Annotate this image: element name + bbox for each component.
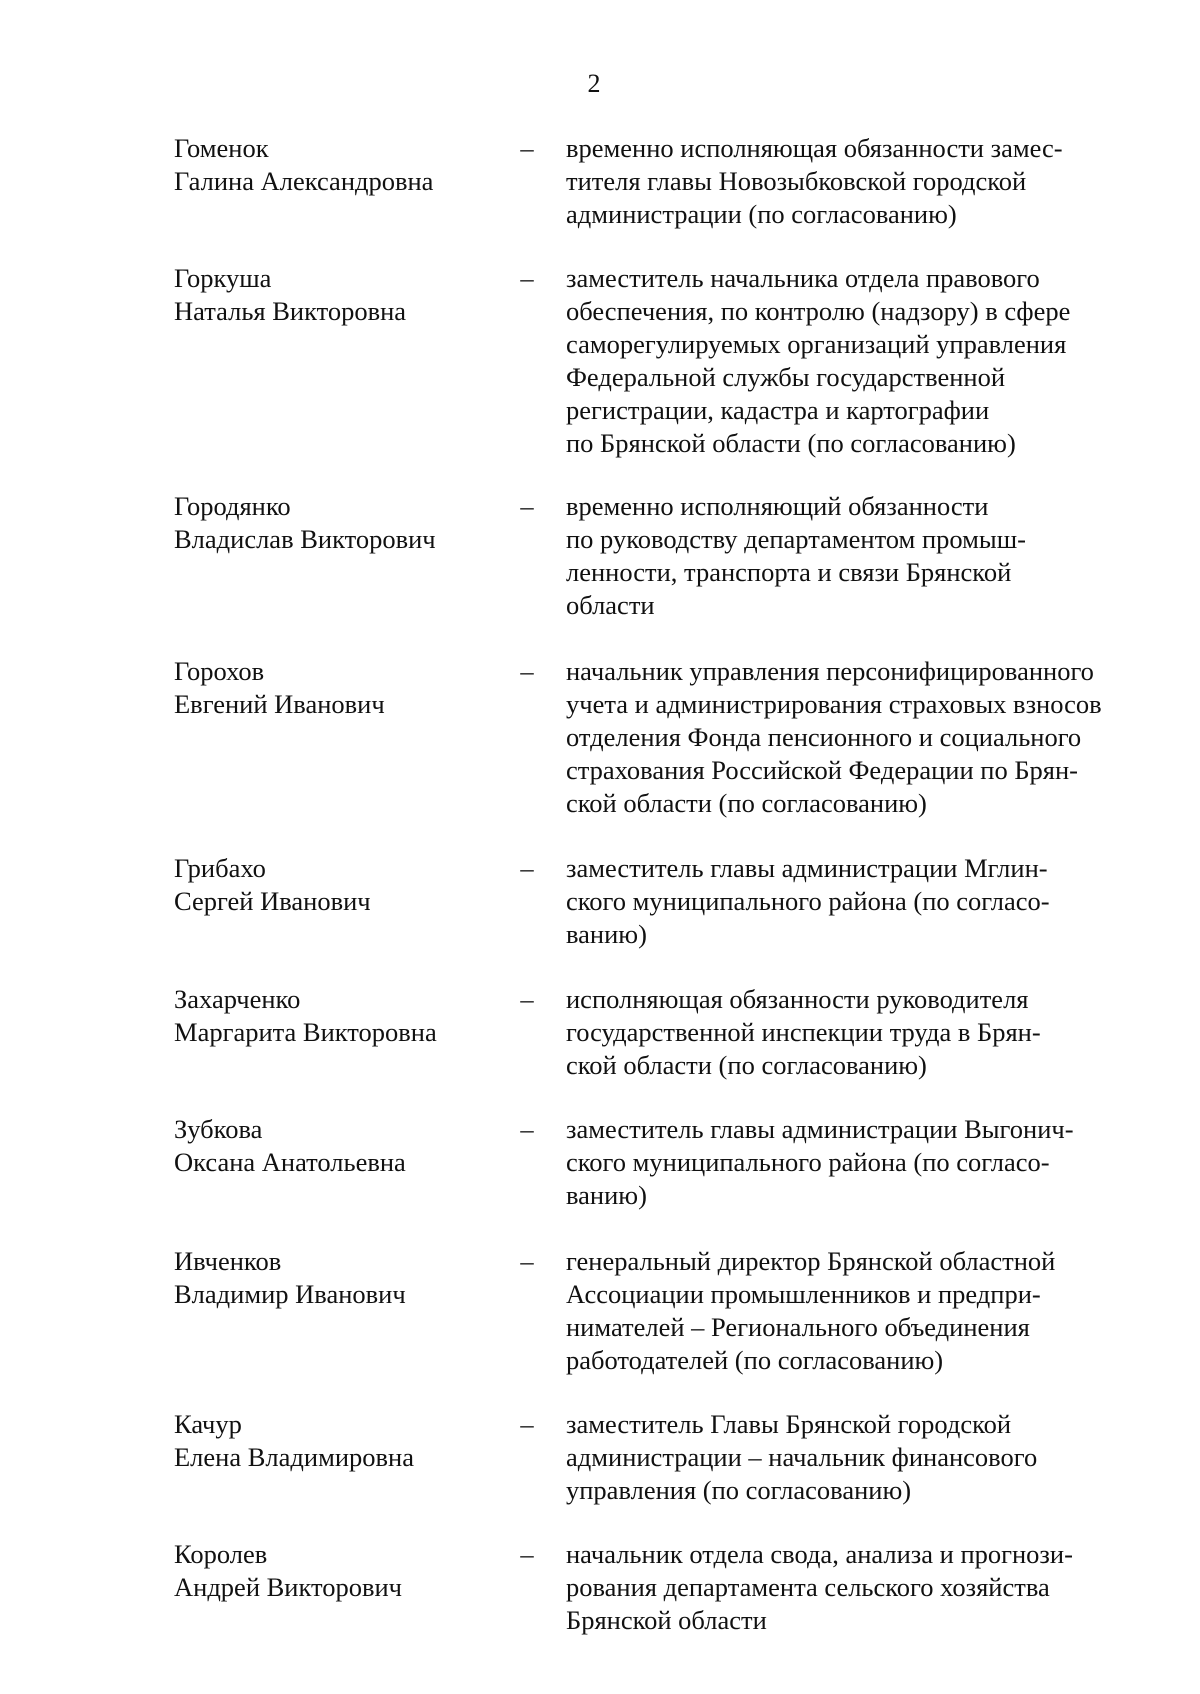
member-given-names: Владислав Викторович (174, 524, 436, 554)
position-line: начальник отдела свода, анализа и прогнози- (566, 1539, 1073, 1569)
position-line: по руководству департаментом промыш- (566, 524, 1026, 554)
member-position (566, 852, 1156, 951)
position-line: ской области (по согласованию) (566, 788, 927, 818)
member-position (566, 132, 1156, 231)
separator-dash: – (520, 1246, 534, 1276)
member-surname: Ивченков (174, 1246, 282, 1276)
member-position (566, 490, 1156, 622)
position-line: учета и администрирования страховых взносов (566, 689, 1102, 719)
position-line: ского муниципального района (по согласо- (566, 886, 1050, 916)
member-position (566, 1113, 1156, 1212)
position-line: управления (по согласованию) (566, 1475, 912, 1505)
position-line: заместитель главы администрации Мглин- (566, 853, 1048, 883)
member-position (566, 983, 1156, 1082)
member-position (566, 1245, 1156, 1377)
member-surname: Зубкова (174, 1114, 263, 1144)
separator-dash: – (520, 491, 534, 521)
member-position (566, 1538, 1156, 1637)
position-line: администрации – начальник финансового (566, 1442, 1038, 1472)
position-line: генеральный директор Брянской областной (566, 1246, 1056, 1276)
separator-dash: – (520, 1409, 534, 1439)
position-line: временно исполняющий обязанности (566, 491, 989, 521)
member-position (566, 655, 1156, 820)
position-line: Ассоциации промышленников и предпри- (566, 1279, 1041, 1309)
member-given-names: Андрей Викторович (174, 1572, 403, 1602)
position-line: рования департамента сельского хозяйства (566, 1572, 1050, 1602)
position-line: ской области (по согласованию) (566, 1050, 927, 1080)
separator-dash: – (520, 853, 534, 883)
member-given-names: Оксана Анатольевна (174, 1147, 406, 1177)
position-line: исполняющая обязанности руководителя (566, 984, 1029, 1014)
member-given-names: Евгений Иванович (174, 689, 385, 719)
position-line: заместитель Главы Брянской городской (566, 1409, 1012, 1439)
member-given-names: Елена Владимировна (174, 1442, 414, 1472)
position-line: ванию) (566, 1180, 647, 1210)
position-line: Федеральной службы государственной (566, 362, 1006, 392)
position-line: обеспечения, по контролю (надзору) в сфере (566, 296, 1071, 326)
member-surname: Городянко (174, 491, 291, 521)
position-line: ского муниципального района (по согласо- (566, 1147, 1050, 1177)
position-line: тителя главы Новозыбковской городской (566, 166, 1027, 196)
separator-dash: – (520, 263, 534, 293)
separator-dash: – (520, 133, 534, 163)
separator-dash: – (520, 1114, 534, 1144)
position-line: работодателей (по согласованию) (566, 1345, 944, 1375)
position-line: нимателей – Регионального объединения (566, 1312, 1030, 1342)
position-line: Брянской области (566, 1605, 767, 1635)
member-surname: Королев (174, 1539, 268, 1569)
position-line: страхования Российской Федерации по Брян- (566, 755, 1078, 785)
member-given-names: Галина Александровна (174, 166, 434, 196)
page-number: 2 (587, 69, 601, 98)
position-line: заместитель начальника отдела правового (566, 263, 1040, 293)
member-surname: Захарченко (174, 984, 301, 1014)
position-line: администрации (по согласованию) (566, 199, 957, 229)
member-surname: Горохов (174, 656, 265, 686)
member-position (566, 262, 1156, 460)
position-line: государственной инспекции труда в Брян- (566, 1017, 1041, 1047)
member-given-names: Владимир Иванович (174, 1279, 406, 1309)
member-given-names: Маргарита Викторовна (174, 1017, 437, 1047)
position-line: ленности, транспорта и связи Брянской (566, 557, 1012, 587)
position-line: временно исполняющая обязанности замес- (566, 133, 1063, 163)
member-surname: Грибахо (174, 853, 266, 883)
position-line: заместитель главы администрации Выгонич- (566, 1114, 1074, 1144)
separator-dash: – (520, 656, 534, 686)
member-surname: Гоменок (174, 133, 269, 163)
position-line: регистрации, кадастра и картографии (566, 395, 990, 425)
member-position (566, 1408, 1156, 1507)
position-line: ванию) (566, 919, 647, 949)
position-line: начальник управления персонифицированного (566, 656, 1094, 686)
member-given-names: Сергей Иванович (174, 886, 371, 916)
separator-dash: – (520, 1539, 534, 1569)
member-surname: Горкуша (174, 263, 272, 293)
position-line: саморегулируемых организаций управления (566, 329, 1067, 359)
position-line: области (566, 590, 655, 620)
member-given-names: Наталья Викторовна (174, 296, 407, 326)
member-surname: Качур (174, 1409, 242, 1439)
position-line: отделения Фонда пенсионного и социального (566, 722, 1082, 752)
separator-dash: – (520, 984, 534, 1014)
position-line: по Брянской области (по согласованию) (566, 428, 1016, 458)
